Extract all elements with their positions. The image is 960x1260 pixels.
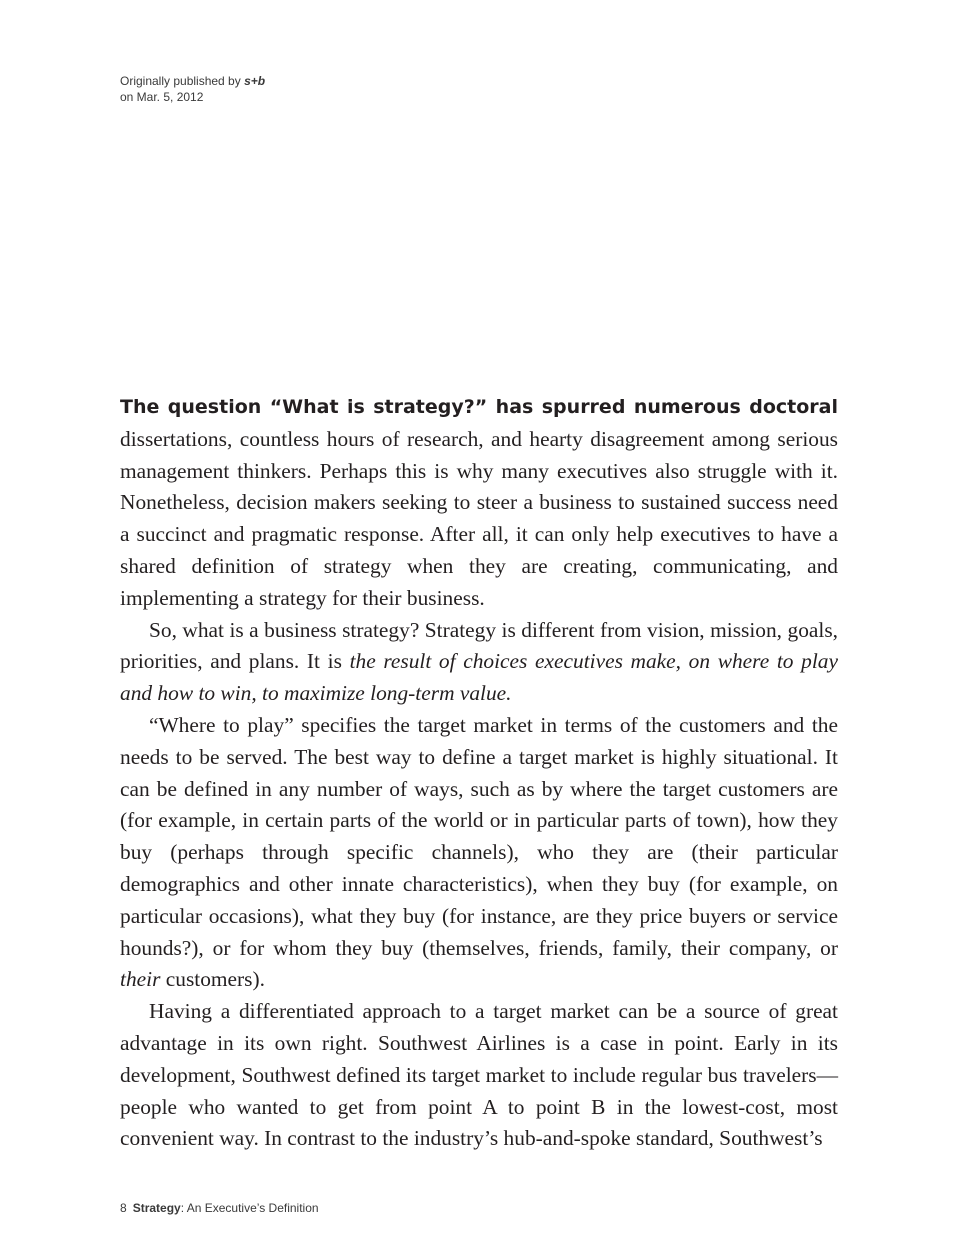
paragraph-1-text: dissertations, countless hours of research, and hearty disagreement among serious management thinkers. Perhaps this is why many executives also struggle with it. Nonetheless, decision makers seeking to steer a business to sustained success need a succinct and pragmatic response. After all, it can only help executives to have a shared definition of strategy when they are creating, communicating, and implementing a strategy for their business. (120, 426, 838, 610)
paragraph-2-text: So, what is a business strategy? Strategy is different from vision, mission, goals, priorities, and plans. It is (120, 617, 838, 674)
footer-subtitle: : An Executive’s Definition (180, 1201, 319, 1215)
paragraph-3-emphasis: their (120, 967, 161, 992)
publisher-name: s+b (244, 74, 266, 88)
strategy-definition: the result of choices executives make, on where to play and how to win, to maximize long-term value. (120, 649, 838, 706)
page-footer (120, 1200, 319, 1216)
article-body (120, 391, 838, 1155)
paragraph-2 (120, 615, 838, 710)
page-number: 8 (120, 1201, 127, 1215)
published-prefix: Originally published by (120, 74, 245, 88)
paragraph-1 (120, 391, 838, 615)
published-date: on Mar. 5, 2012 (120, 90, 204, 104)
paragraph-3 (120, 710, 838, 996)
lead-in: The question “What is strategy?” has spurred numerous doctoral (120, 396, 838, 418)
paragraph-3-end: customers). (160, 967, 265, 992)
paragraph-4-text: Having a differentiated approach to a target market can be a source of great advantage in its own right. Southwest Airlines is a case in point. Early in its development, Southwest defined its target market to include regular bus travelers—people who wanted to get from point A to point B in the lowest-cost, most convenient way. In contrast to the industry’s hub-and-spoke standard, Southwest’s (120, 999, 838, 1151)
footer-title: Strategy (132, 1201, 181, 1215)
paragraph-4 (120, 996, 838, 1155)
published-by-line (120, 73, 265, 89)
publication-note (120, 73, 265, 105)
paragraph-3-text: “Where to play” specifies the target market in terms of the customers and the needs to be served. The best way to define a target market is highly situational. It can be defined in any number of ways, such as by where the target customers are (for example, in certain parts of the world or in particular parts of town), how they buy (perhaps through specific channels), who they are (their particular demographics and other innate characteristics), when they buy (for example, on particular occasions), what they buy (for instance, are they price buyers or service hounds?), or for whom they buy (themselves, friends, family, their company, or (120, 712, 838, 960)
